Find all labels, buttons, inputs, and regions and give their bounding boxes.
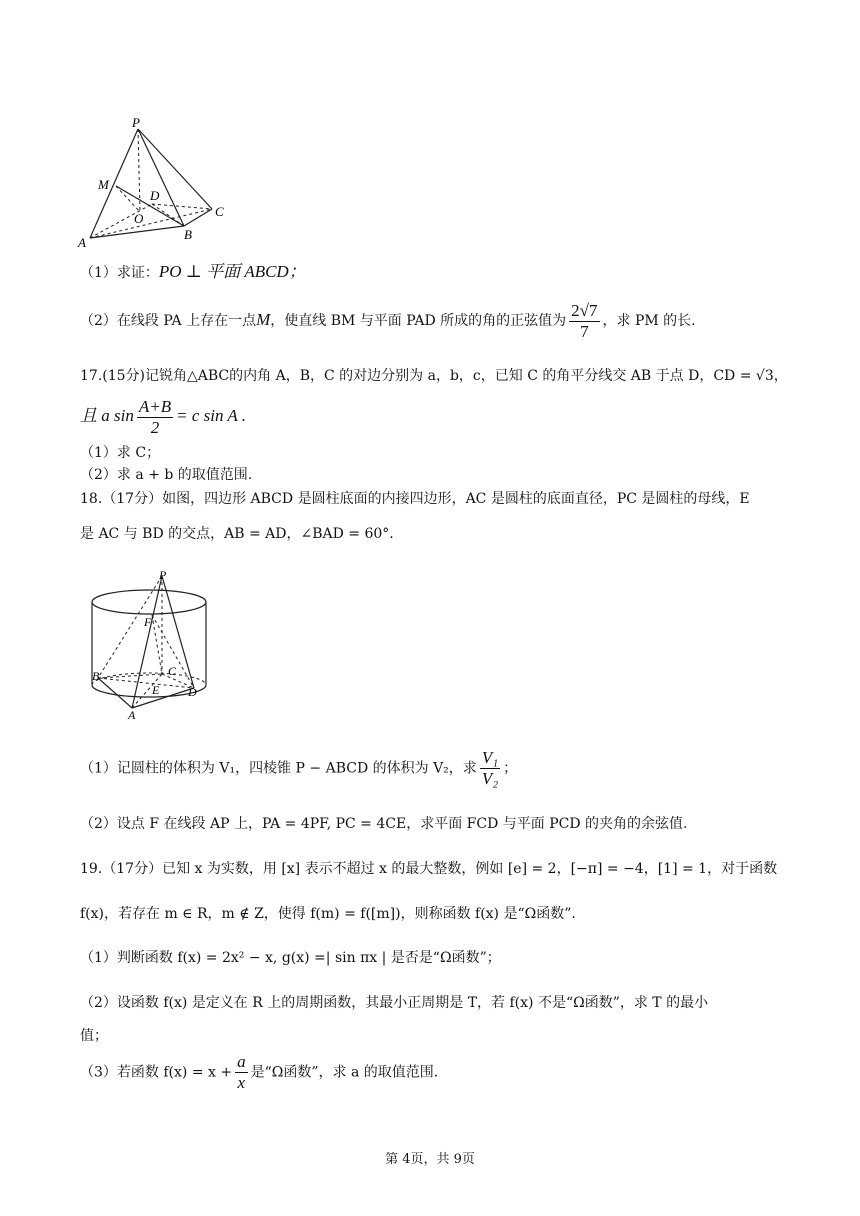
q18-fraction bbox=[480, 748, 500, 789]
cylinder-figure bbox=[82, 570, 222, 720]
q19-part1: （1）判断函数 f(x) = 2x² − x, g(x) =| sin πx | 是否是“Ω函数”； bbox=[80, 950, 501, 966]
q16-fraction bbox=[569, 301, 599, 342]
label-p: P bbox=[132, 116, 140, 130]
q19-part2b: 值； bbox=[80, 1028, 108, 1044]
q16-part1 bbox=[80, 262, 306, 283]
q16-part1-num: （1） bbox=[80, 265, 117, 281]
fig2-label-d: D bbox=[188, 685, 197, 699]
q19-part3-post: 是“Ω函数”，求 a 的取值范围. bbox=[250, 1064, 439, 1081]
q17-line2 bbox=[80, 396, 246, 438]
fig2-label-c: C bbox=[168, 664, 177, 678]
q18-frac-num: V₁ bbox=[481, 748, 499, 767]
q16-part2-b: ，使直线 BM 与平面 PAD 所成的角的正弦值为 bbox=[270, 313, 567, 329]
q19-fraction bbox=[235, 1052, 248, 1093]
fig2-label-p: P bbox=[159, 570, 167, 582]
q19-frac-den: x bbox=[237, 1073, 246, 1092]
q17-line1: 17.(15分)记锐角△ABC的内角 A，B，C 的对边分别为 a，b，c，已知 C 的角平分线交 AB 于点 D，CD = √3， bbox=[80, 368, 788, 384]
q16-part2-a: 在线段 PA 上存在一点 bbox=[116, 313, 257, 329]
q17-part2: （2）求 a + b 的取值范围. bbox=[80, 467, 253, 483]
label-a: A bbox=[78, 235, 86, 250]
q18-part1 bbox=[80, 748, 517, 789]
q17-line2-post: = c sin A . bbox=[176, 406, 246, 425]
fig2-label-a: A bbox=[128, 708, 136, 720]
q16-part2-num: （2） bbox=[80, 313, 117, 329]
q19-line2: f(x)，若存在 m ∈ R，m ∉ Z，使得 f(m) = f([m])，则称函数 f(x) 是“Ω函数”. bbox=[80, 906, 576, 922]
q18-part1-pre: （1）记圆柱的体积为 V₁，四棱锥 P − ABCD 的体积为 V₂，求 bbox=[80, 760, 477, 777]
q19-line1: 19.（17分）已知 x 为实数，用 [x] 表示不超过 x 的最大整数，例如 [e] = 2，[−π] = −4，[1] = 1，对于函数 bbox=[80, 861, 778, 877]
q19-part3-pre: （3）若函数 f(x) = x + bbox=[80, 1064, 233, 1081]
q18-line2: 是 AC 与 BD 的交点，AB = AD，∠BAD = 60°. bbox=[80, 526, 394, 542]
q17-fraction bbox=[137, 397, 173, 438]
q16-part1-math: PO ⊥ 平面 ABCD； bbox=[158, 262, 306, 281]
q17-frac-den: 2 bbox=[150, 417, 160, 437]
q18-frac-den: V₂ bbox=[481, 769, 499, 788]
q16-point-m: M bbox=[256, 310, 271, 329]
q17-line2-pre: 且 a sin bbox=[80, 406, 134, 425]
q16-frac-num: 2√7 bbox=[571, 300, 598, 320]
q16-part1-text: 求证： bbox=[116, 265, 159, 281]
label-b: B bbox=[184, 227, 192, 242]
label-c: C bbox=[215, 204, 224, 219]
q18-part1-post: ； bbox=[503, 760, 518, 777]
fig2-label-f: F bbox=[144, 615, 152, 629]
pyramid-figure bbox=[72, 116, 232, 251]
q18-part2: （2）设点 F 在线段 AP 上，PA = 4PF, PC = 4CE，求平面 FCD 与平面 PCD 的夹角的余弦值. bbox=[80, 816, 688, 832]
q16-frac-den: 7 bbox=[580, 321, 589, 341]
q17-frac-num: A+B bbox=[138, 396, 172, 416]
label-d: D bbox=[150, 188, 160, 203]
q19-frac-num: a bbox=[237, 1052, 246, 1071]
q16-part2-c: ，求 PM 的长. bbox=[602, 313, 696, 329]
label-o: O bbox=[134, 211, 144, 226]
q19-part2a: （2）设函数 f(x) 是定义在 R 上的周期函数，其最小正周期是 T，若 f(x) 不是“Ω函数”，求 T 的最小 bbox=[80, 995, 709, 1011]
q18-line1: 18.（17分）如图，四边形 ABCD 是圆柱底面的内接四边形，AC 是圆柱的底面直径，PC 是圆柱的母线，E bbox=[80, 491, 750, 507]
page-footer: 第 4页，共 9页 bbox=[385, 1152, 475, 1167]
q17-part1: （1）求 C； bbox=[80, 445, 161, 461]
fig2-label-e: E bbox=[152, 683, 160, 697]
q16-part2 bbox=[80, 300, 696, 342]
label-m: M bbox=[98, 177, 109, 192]
q19-part3 bbox=[80, 1052, 438, 1093]
fig2-label-b: B bbox=[92, 669, 100, 683]
